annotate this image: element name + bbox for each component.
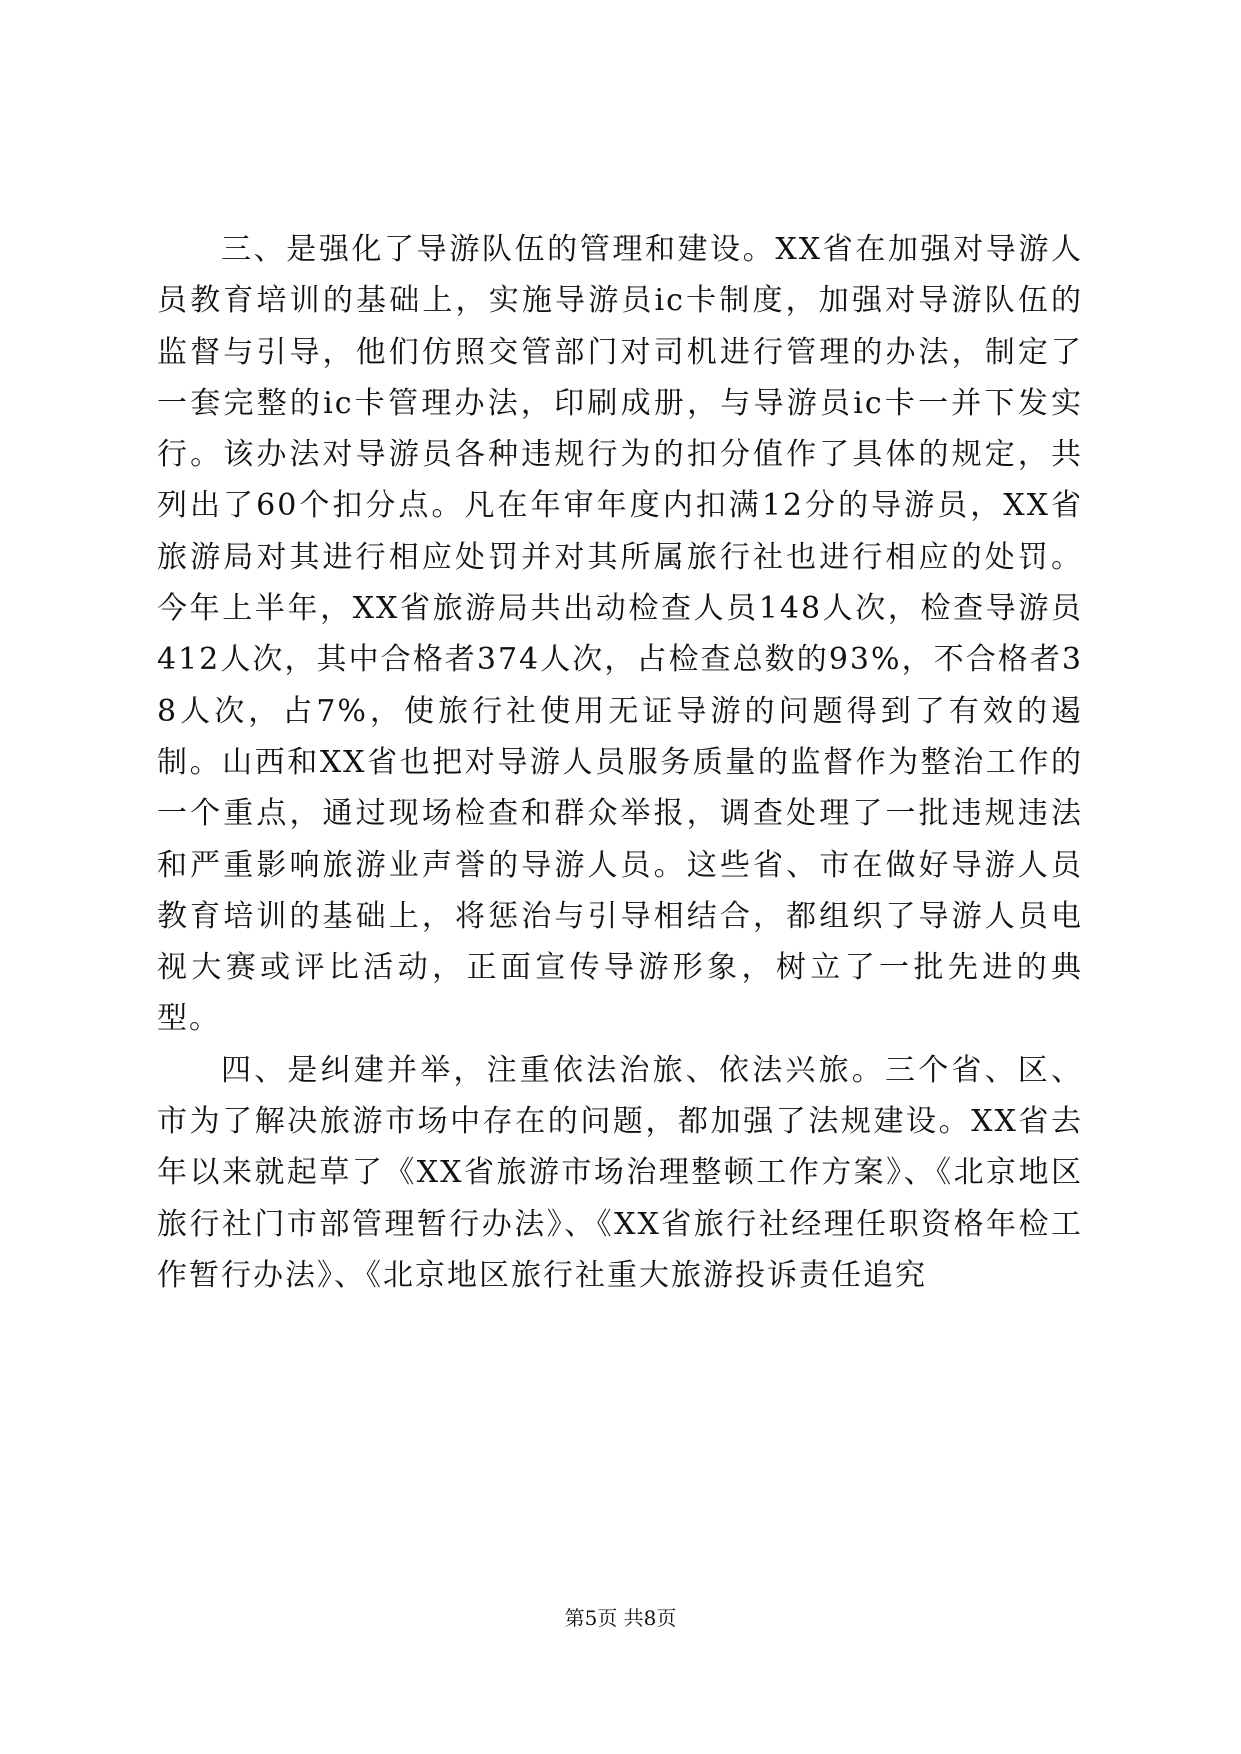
- body-text: [157, 224, 1083, 1301]
- page-number-footer: 第5页 共8页: [564, 1606, 677, 1630]
- paragraph-law-enforcement: 四、是纠建并举，注重依法治旅、依法兴旅。三个省、区、市为了解决旅游市场中存在的问题，都加强了法规建设。XX省去年以来就起草了《XX省旅游市场治理整顿工作方案》、《北京地区旅行社门市部管理暂行办法》、《XX省旅行社经理任职资格年检工作暂行办法》、《北京地区旅行社重大旅游投诉责任追究: [157, 1052, 1083, 1293]
- paragraph-guide-management: 三、是强化了导游队伍的管理和建设。XX省在加强对导游人员教育培训的基础上，实施导游员ic卡制度，加强对导游队伍的监督与引导，他们仿照交管部门对司机进行管理的办法，制定了一套完整的ic卡管理办法，印刷成册，与导游员ic卡一并下发实行。该办法对导游员各种违规行为的扣分值作了具体的规定，共列出了60个扣分点。凡在年审年度内扣满12分的导游员，XX省旅游局对其进行相应处罚并对其所属旅行社也进行相应的处罚。今年上半年，XX省旅游局共出动检查人员148人次，检查导游员412人次，其中合格者374人次，占检查总数的93%，不合格者38人次，占7%，使旅行社使用无证导游的问题得到了有效的遏制。山西和XX省也把对导游人员服务质量的监督作为整治工作的一个重点，通过现场检查和群众举报，调查处理了一批违规违法和严重影响旅游业声誉的导游人员。这些省、市在做好导游人员教育培训的基础上，将惩治与引导相结合，都组织了导游人员电视大赛或评比活动，正面宣传导游形象，树立了一批先进的典型。: [157, 232, 1083, 1037]
